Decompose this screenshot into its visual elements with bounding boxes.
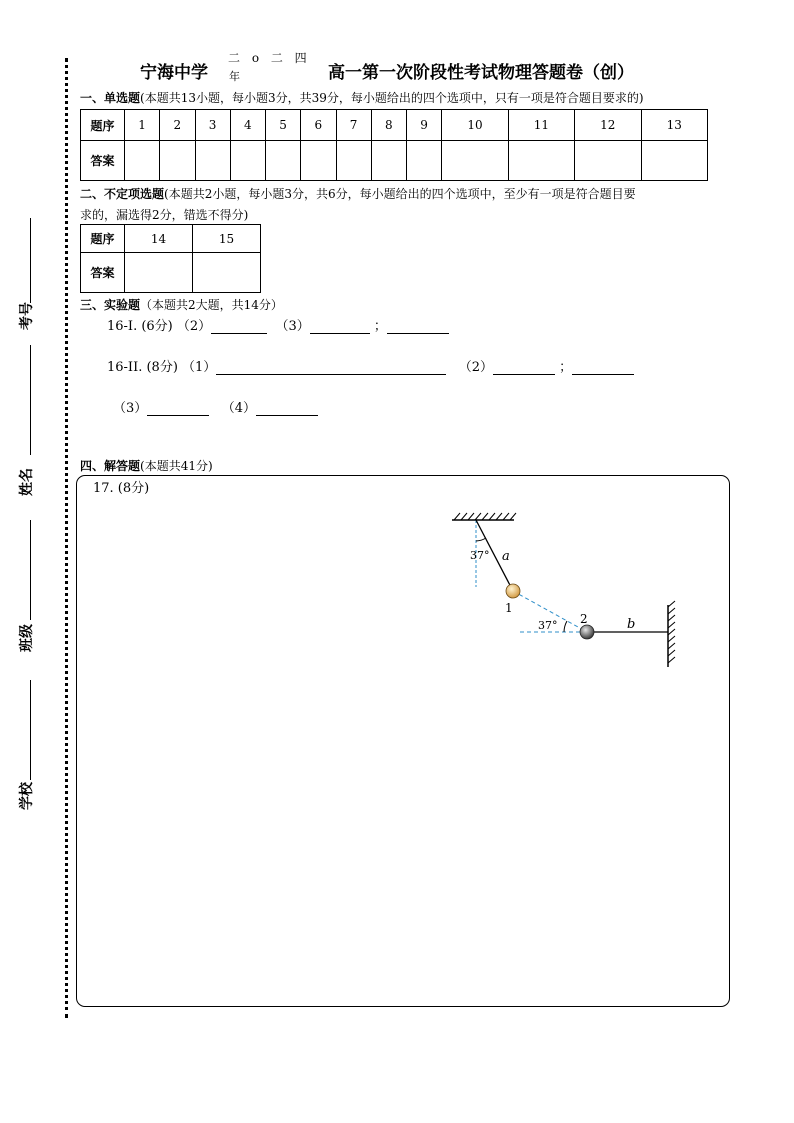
class-label: 班级 — [19, 624, 35, 652]
q-number: 4 — [230, 110, 265, 141]
q16b-blank3[interactable] — [147, 401, 209, 416]
q16b-part4: （4） — [221, 401, 256, 416]
section4-desc: (本题共41分) — [140, 459, 213, 473]
q16b-part2: （2） — [458, 360, 493, 375]
angle1-label: 37° — [470, 549, 490, 562]
q16a-part2: （2） — [176, 319, 212, 334]
section4-header — [80, 457, 213, 474]
q-number: 13 — [641, 110, 707, 141]
answer-cell[interactable] — [125, 253, 193, 293]
q16a-label: 16-I. (6分) — [107, 319, 173, 334]
answer-cell[interactable] — [301, 141, 336, 181]
q17-label: 17. (8分) — [93, 481, 150, 496]
answer-cell[interactable] — [407, 141, 442, 181]
year-digits: 二 o 二 四 — [228, 51, 311, 65]
q-number: 6 — [301, 110, 336, 141]
answer-cell[interactable] — [160, 141, 195, 181]
q16a-blank3a[interactable] — [310, 319, 370, 334]
answer-cell[interactable] — [230, 141, 265, 181]
section2-row-label: 题序 — [81, 225, 125, 253]
answer-cell[interactable] — [193, 253, 261, 293]
q16b-part1: （1） — [182, 360, 217, 375]
q16a-blank2[interactable] — [211, 319, 267, 334]
answer-cell[interactable] — [266, 141, 301, 181]
angle2-label: 37° — [538, 619, 558, 632]
school-line — [30, 680, 31, 780]
ball-1 — [506, 584, 520, 598]
q-number: 10 — [442, 110, 508, 141]
pendulum-figure — [440, 505, 690, 675]
q16b-row1 — [107, 356, 634, 375]
q-number: 15 — [193, 225, 261, 253]
answer-cell[interactable] — [575, 141, 641, 181]
section2-answer-label: 答案 — [81, 253, 125, 293]
section1-table — [80, 109, 708, 181]
school-name: 宁海中学 — [140, 63, 208, 83]
semicolon: ； — [373, 319, 387, 334]
answer-cell[interactable] — [336, 141, 371, 181]
answer-cell[interactable] — [125, 141, 160, 181]
q16b-blank2a[interactable] — [493, 360, 555, 375]
q-number: 1 — [125, 110, 160, 141]
q16b-label: 16-II. (8分) — [107, 360, 178, 375]
section1-desc: (本题共13小题，每小题3分，共39分，每小题给出的四个选项中，只有一项是符合题目要求的) — [140, 91, 644, 105]
section2-header — [80, 185, 636, 202]
name-label: 姓名 — [19, 468, 35, 496]
ball1-label: 1 — [505, 601, 513, 615]
string-a-label: a — [502, 549, 510, 564]
name-line-top — [30, 345, 31, 455]
section3-header — [80, 296, 283, 313]
q-number: 14 — [125, 225, 193, 253]
wall-support — [668, 601, 675, 667]
semicolon: ； — [559, 360, 573, 375]
angle-arc-2 — [564, 621, 567, 632]
angle-arc-1 — [476, 538, 486, 541]
q16a-part3: （3） — [275, 319, 310, 334]
answer-cell[interactable] — [371, 141, 406, 181]
answer-cell[interactable] — [641, 141, 707, 181]
section2-table — [80, 224, 261, 293]
q-number: 9 — [407, 110, 442, 141]
answer-cell[interactable] — [508, 141, 574, 181]
q16b-blank1[interactable] — [216, 360, 446, 375]
ceiling-support — [452, 513, 516, 520]
answer-cell[interactable] — [442, 141, 508, 181]
q-number: 8 — [371, 110, 406, 141]
section1-answer-label: 答案 — [81, 141, 125, 181]
page-title: 高一第一次阶段性考试物理答题卷（创） — [328, 63, 634, 83]
section1-header — [80, 89, 644, 106]
string-b-label: b — [627, 617, 636, 632]
section3-desc: （本题共2大题，共14分） — [140, 298, 283, 312]
school-label: 学校 — [19, 782, 35, 810]
q-number: 5 — [266, 110, 301, 141]
section1-row-label: 题序 — [81, 110, 125, 141]
q16b-blank2b[interactable] — [572, 360, 634, 375]
answer-cell[interactable] — [195, 141, 230, 181]
section2-heading: 二、不定项选题 — [80, 187, 165, 201]
binding-dotted-line — [65, 58, 68, 1018]
q-number: 2 — [160, 110, 195, 141]
q-number: 12 — [575, 110, 641, 141]
section4-heading: 四、解答题 — [80, 459, 141, 473]
q-number: 3 — [195, 110, 230, 141]
section2-desc-line2: 求的，漏选得2分，错选不得分) — [80, 208, 249, 222]
q-number: 11 — [508, 110, 574, 141]
exam-no-line — [30, 218, 31, 303]
q16b-part3: （3） — [113, 401, 148, 416]
section2-desc-line1: (本题共2小题，每小题3分，共6分，每小题给出的四个选项中，至少有一项是符合题目要 — [164, 187, 636, 201]
ball-2 — [580, 625, 594, 639]
class-line — [30, 520, 31, 620]
q16b-row2 — [113, 397, 318, 416]
q16a-blank3b[interactable] — [387, 319, 449, 334]
q-number: 7 — [336, 110, 371, 141]
q16b-blank4[interactable] — [256, 401, 318, 416]
q16a-row — [107, 315, 449, 334]
section1-heading: 一、单选题 — [80, 91, 141, 105]
section3-heading: 三、实验题 — [80, 298, 141, 312]
year-char: 年 — [229, 70, 240, 83]
ball2-label: 2 — [580, 612, 588, 626]
exam-no-label: 考号 — [19, 302, 35, 330]
